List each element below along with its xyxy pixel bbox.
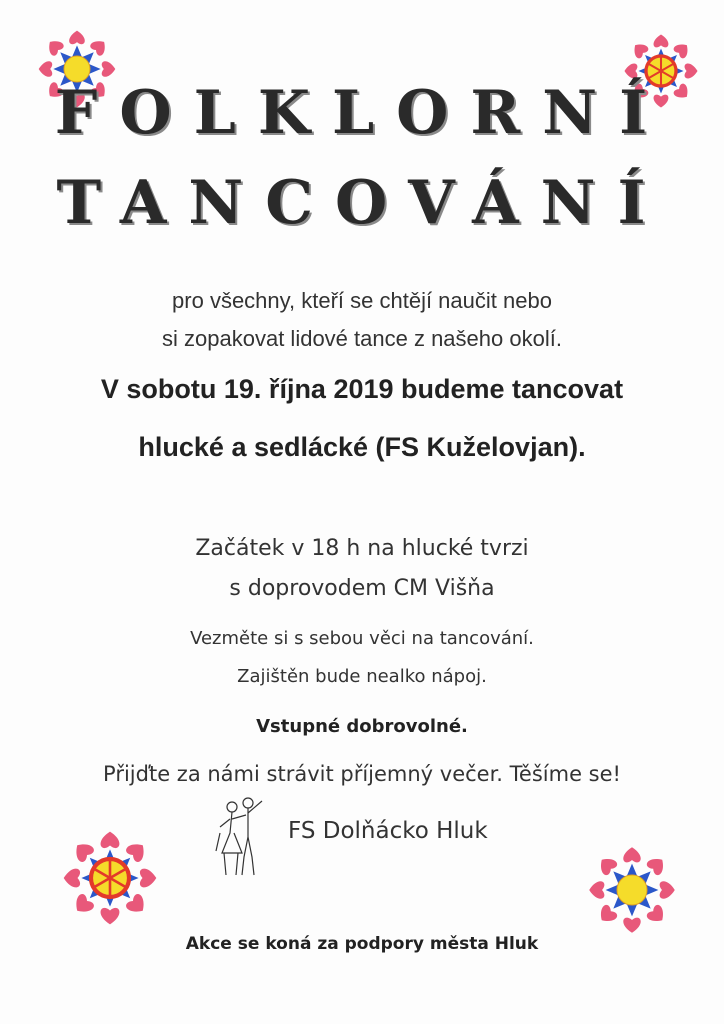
start-time-line: Začátek v 18 h na hlucké tvrzi: [195, 536, 529, 561]
event-dances-line: hlucké a sedlácké (FS Kuželovjan).: [138, 432, 586, 462]
folk-wheel-ornament-icon: [58, 826, 162, 930]
drinks-line: Zajištěn bude nealko nápoj.: [237, 666, 487, 687]
invitation-line: Přijďte za námi strávit příjemný večer. Těšíme se!: [103, 762, 621, 786]
event-date-line: V sobotu 19. října 2019 budeme tancovat: [100, 374, 624, 404]
poster-title-line-1: FOLKLORNÍ: [54, 78, 670, 148]
intro-line-1: pro všechny, kteří se chtějí naučit nebo: [172, 288, 552, 313]
intro-line-2: si zopakovat lidové tance z našeho okolí.: [162, 326, 562, 351]
organizer-signature: FS Dolňácko Hluk: [288, 818, 488, 844]
folk-flower-ornament-icon: [584, 842, 680, 938]
poster-title-line-2: TANCOVÁNÍ: [56, 168, 668, 238]
bring-items-line: Vezměte si s sebou věci na tancování.: [190, 628, 534, 649]
sponsor-footer: Akce se koná za podpory města Hluk: [185, 934, 539, 954]
admission-line: Vstupné dobrovolné.: [256, 716, 468, 737]
music-accompaniment-line: s doprovodem CM Višňa: [229, 576, 495, 601]
dancing-couple-icon: [206, 793, 272, 879]
